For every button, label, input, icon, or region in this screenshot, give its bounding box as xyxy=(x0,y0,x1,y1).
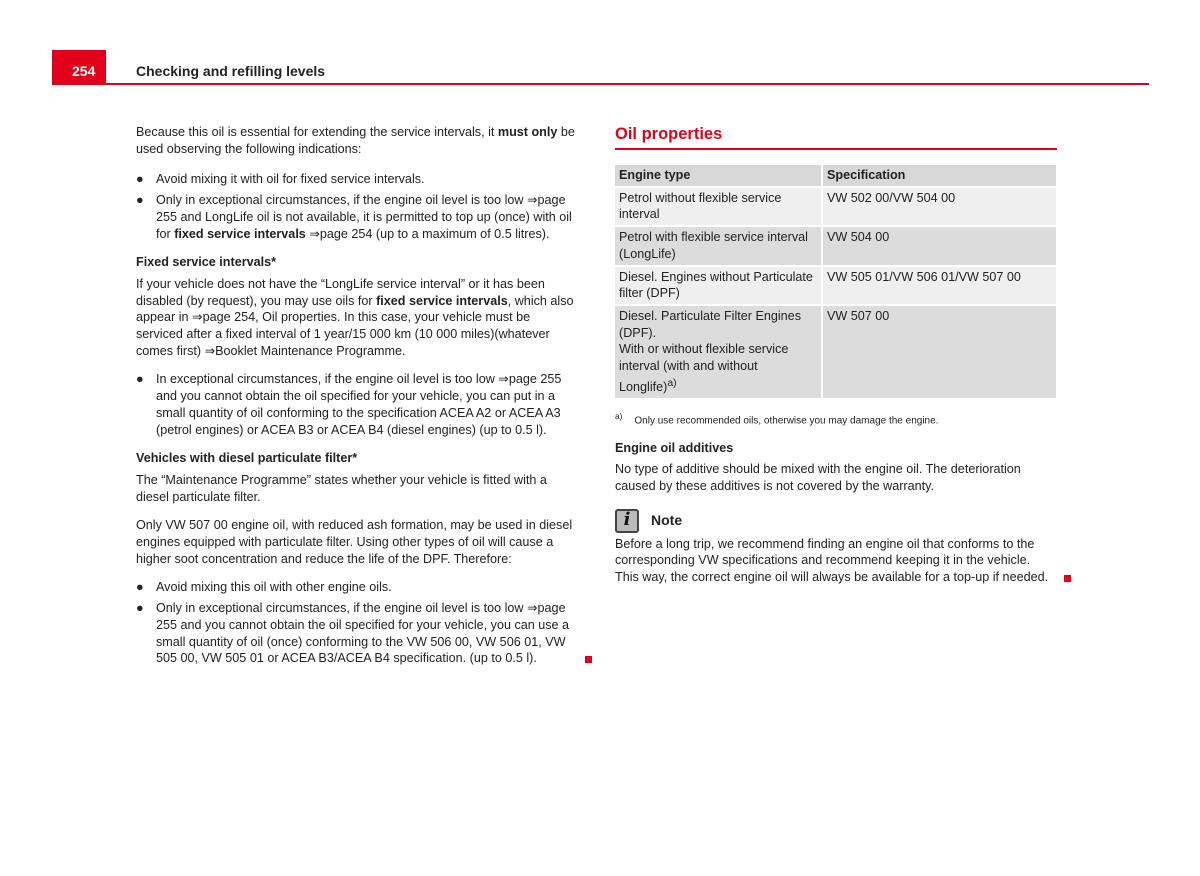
bullet-item xyxy=(136,600,578,667)
table-row xyxy=(615,266,1057,305)
text: Only use recommended oils, otherwise you may damage the engine. xyxy=(634,414,939,426)
text: With or without flexible service interval (with and without Longlife) xyxy=(619,342,789,394)
emphasis: fixed service intervals xyxy=(376,293,508,308)
dpf-paragraph: Only VW 507 00 engine oil, with reduced ash formation, may be used in diesel engines equipped with particulate filter. Using other types of oil will cause a higher soot concentration and reduce the life of the DPF. Therefore: xyxy=(136,518,573,566)
header-rule xyxy=(52,83,1149,85)
cell: VW 507 00 xyxy=(822,305,1057,399)
bullet-item xyxy=(136,579,578,596)
cell xyxy=(615,305,822,399)
oil-spec-table xyxy=(615,165,1058,400)
dpf-heading: Vehicles with diesel particulate filter* xyxy=(136,451,358,466)
bullet-icon: ● xyxy=(136,372,144,387)
oil-properties-heading: Oil properties xyxy=(615,124,1057,150)
footnote-ref[interactable]: a) xyxy=(667,376,677,389)
cell: Diesel. Engines without Particulate filter (DPF) xyxy=(615,266,822,305)
fixed-intervals-heading: Fixed service intervals* xyxy=(136,255,277,270)
info-icon: i xyxy=(615,509,639,533)
cell: Petrol without flexible service interval xyxy=(615,187,822,226)
cell: VW 504 00 xyxy=(822,226,1057,265)
text: Because this oil is essential for extending the service intervals, it xyxy=(136,125,498,139)
column-header: Specification xyxy=(822,165,1057,187)
text: ⇒page 254 (up to a maximum of 0.5 litres). xyxy=(305,226,550,241)
footnote-mark: a) xyxy=(615,410,623,421)
table-row xyxy=(615,305,1057,399)
text: Before a long trip, we recommend finding an engine oil that conforms to the corresponding VW specifications and recommend keeping it in the vehicle. This way, the correct engine oil will always be available for a top-up if needed. xyxy=(615,536,1049,585)
table-row xyxy=(615,226,1057,265)
bullet-icon: ● xyxy=(136,580,144,595)
text: Only in exceptional circumstances, if the engine oil level is too low ⇒page 255 and you cannot obtain the oil specified for your vehicle, you can use a small quantity of oil (once) conforming to the VW 506 00, VW 506 01, VW 505 00, VW 505 01 or ACEA B3/ACEA B4 specification. (up to 0.5 l). xyxy=(156,601,570,666)
text: , which also appear in ⇒page 254, Oil properties. In this case, your vehicle must be serviced after a fixed interval of 1 year/15 000 km (10 000 miles)(whatever comes first) ⇒Booklet Maintenance Programme. xyxy=(136,293,574,358)
cell: Petrol with flexible service interval (LongLife) xyxy=(615,226,822,265)
page-number: 254 xyxy=(52,50,106,85)
text: Avoid mixing it with oil for fixed service intervals. xyxy=(156,172,425,187)
section-end-marker xyxy=(1064,575,1071,582)
cell: VW 505 01/VW 506 01/VW 507 00 xyxy=(822,266,1057,305)
note-paragraph xyxy=(615,536,1057,586)
section-end-marker xyxy=(585,656,592,663)
link-text[interactable]: fixed service intervals xyxy=(174,226,306,241)
text: In exceptional circumstances, if the engine oil level is too low ⇒page 255 and you cannot obtain the oil specified for your vehicle, you can put in a small quantity of oil conforming to the specification ACEA A2 or ACEA A3 (petrol engines) or ACEA B3 or ACEA B4 (diesel engines) (up to 0.5 l). xyxy=(156,372,562,437)
additives-heading: Engine oil additives xyxy=(615,440,734,455)
bullet-item xyxy=(136,171,578,188)
table-footnote xyxy=(615,408,1057,430)
bullet-icon: ● xyxy=(136,172,144,187)
left-column xyxy=(136,124,578,671)
bullet-icon: ● xyxy=(136,193,144,208)
text: be used observing the following indications: xyxy=(136,125,575,156)
bullet-item xyxy=(136,371,578,438)
bullet-item xyxy=(136,192,578,242)
text: Only in exceptional circumstances, if the engine oil level is too low ⇒page 255 and LongLife oil is not available, it is permitted to top up (once) with oil for xyxy=(156,193,572,241)
text: Avoid mixing this oil with other engine oils. xyxy=(156,580,392,595)
section-title: Checking and refilling levels xyxy=(136,63,326,79)
text: If your vehicle does not have the “LongLife service interval” or it has been disabled (by request), you may use oils for xyxy=(136,276,545,308)
column-header: Engine type xyxy=(615,165,822,187)
dpf-paragraph: The “Maintenance Programme” states whether your vehicle is fitted with a diesel particulate filter. xyxy=(136,472,547,504)
additives-paragraph: No type of additive should be mixed with the engine oil. The deterioration caused by these additives is not covered by the warranty. xyxy=(615,462,1021,494)
fixed-intervals-paragraph xyxy=(136,276,578,360)
cell: VW 502 00/VW 504 00 xyxy=(822,187,1057,226)
intro-paragraph xyxy=(136,124,578,157)
note-label: Note xyxy=(651,512,683,529)
emphasis: must only xyxy=(497,125,558,139)
right-column xyxy=(615,124,1057,594)
bullet-icon: ● xyxy=(136,601,144,616)
table-row xyxy=(615,187,1057,226)
text: Diesel. Particulate Filter Engines (DPF). xyxy=(619,308,801,340)
note-header xyxy=(615,509,1057,533)
